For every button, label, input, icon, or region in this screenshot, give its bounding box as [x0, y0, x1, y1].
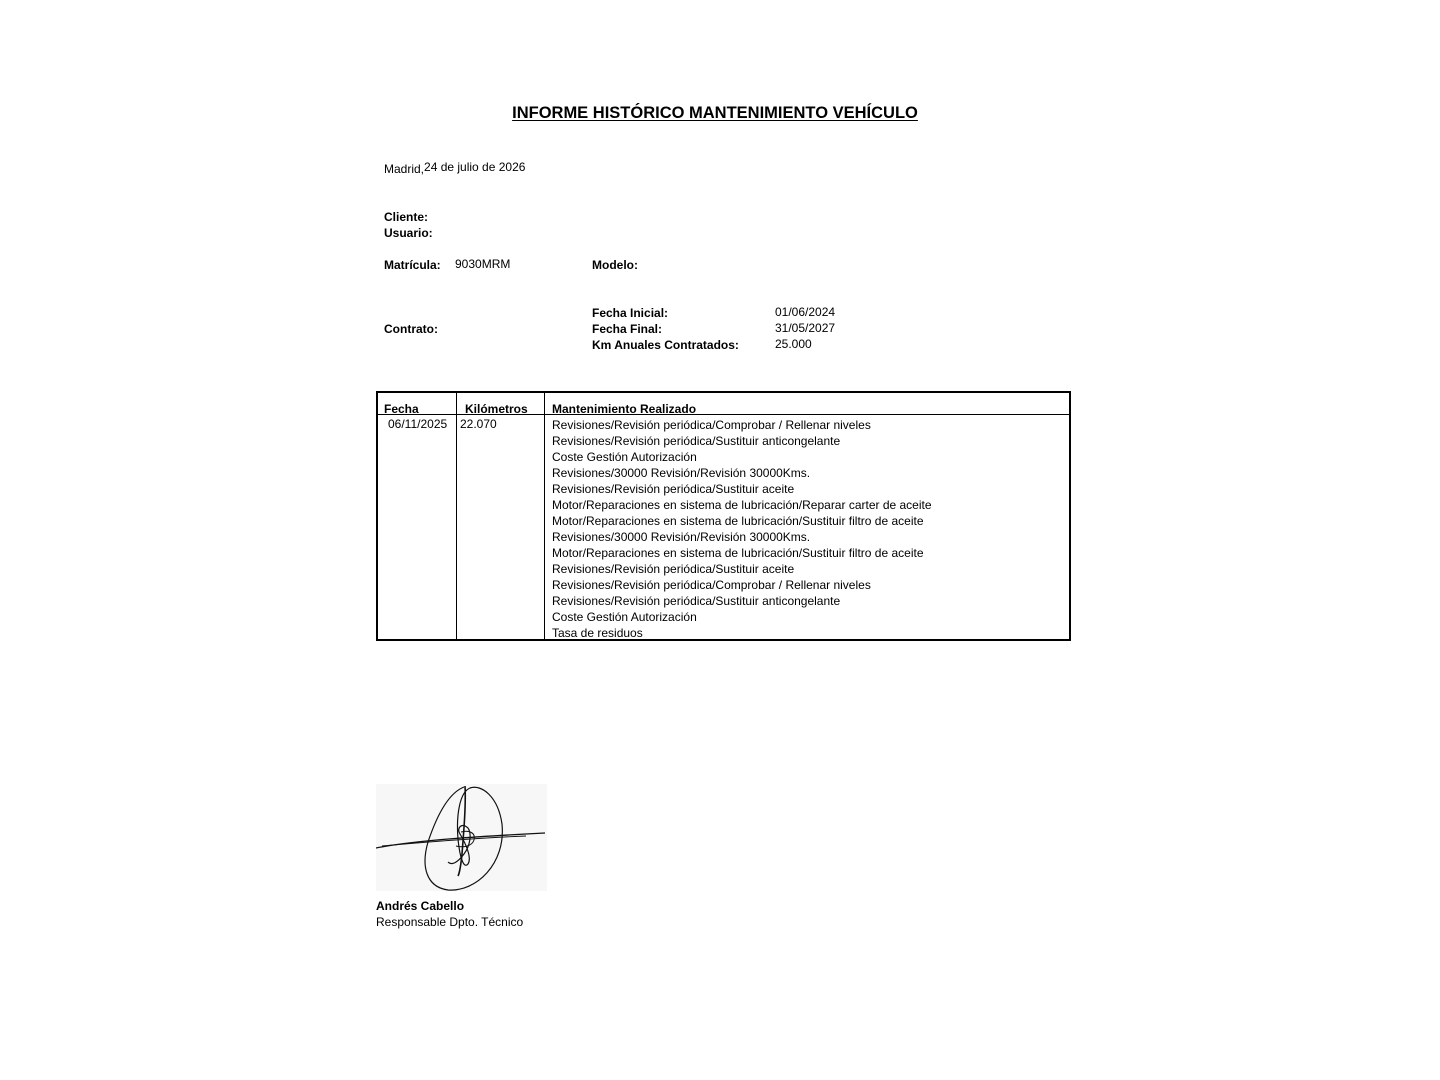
- maintenance-item: Revisiones/Revisión periódica/Sustituir aceite: [552, 562, 795, 576]
- maintenance-item: Revisiones/Revisión periódica/Comprobar / Rellenar niveles: [552, 578, 871, 592]
- report-place-date: [384, 162, 525, 176]
- usuario-label: Usuario:: [384, 226, 433, 240]
- column-divider: [456, 393, 457, 639]
- contrato-label: Contrato:: [384, 322, 438, 336]
- report-title: INFORME HISTÓRICO MANTENIMIENTO VEHÍCULO: [512, 104, 918, 122]
- maintenance-table: [376, 391, 1071, 641]
- header-kilometros: Kilómetros: [465, 402, 528, 416]
- maintenance-item: Revisiones/30000 Revisión/Revisión 30000Kms.: [552, 466, 811, 480]
- fecha-inicial-value: 01/06/2024: [775, 305, 836, 319]
- maintenance-item: Tasa de residuos: [552, 626, 643, 640]
- maintenance-item: Revisiones/Revisión periódica/Sustituir anticongelante: [552, 434, 841, 448]
- fecha-inicial-label: Fecha Inicial:: [592, 306, 669, 320]
- fecha-final-label: Fecha Final:: [592, 322, 663, 336]
- report-place: Madrid,: [384, 162, 425, 176]
- km-anuales-value: 25.000: [775, 337, 812, 351]
- row-fecha: 06/11/2025: [388, 417, 448, 431]
- modelo-label: Modelo:: [592, 258, 638, 272]
- maintenance-item: Revisiones/Revisión periódica/Comprobar / Rellenar niveles: [552, 418, 871, 432]
- maintenance-item: Motor/Reparaciones en sistema de lubricación/Reparar carter de aceite: [552, 498, 932, 512]
- column-divider: [544, 393, 545, 639]
- signatory-role: Responsable Dpto. Técnico: [376, 915, 524, 929]
- matricula-label: Matrícula:: [384, 258, 441, 272]
- maintenance-item: Coste Gestión Autorización: [552, 450, 697, 464]
- maintenance-item: Revisiones/Revisión periódica/Sustituir anticongelante: [552, 594, 841, 608]
- maintenance-item: Coste Gestión Autorización: [552, 610, 697, 624]
- fecha-final-value: 31/05/2027: [775, 321, 836, 335]
- km-anuales-label: Km Anuales Contratados:: [592, 338, 739, 352]
- header-mantenimiento: Mantenimiento Realizado: [552, 402, 697, 416]
- maintenance-item: Revisiones/Revisión periódica/Sustituir aceite: [552, 482, 795, 496]
- signature-stroke: [376, 784, 547, 891]
- matricula-value: 9030MRM: [455, 257, 511, 271]
- maintenance-items: [552, 417, 932, 641]
- maintenance-item: Motor/Reparaciones en sistema de lubricación/Sustituir filtro de aceite: [552, 514, 924, 528]
- maintenance-item: Revisiones/30000 Revisión/Revisión 30000Kms.: [552, 530, 811, 544]
- maintenance-item: Motor/Reparaciones en sistema de lubricación/Sustituir filtro de aceite: [552, 546, 924, 560]
- report-date: 24 de julio de 2026: [424, 160, 526, 174]
- signature-image: [376, 784, 547, 891]
- row-kilometros: 22.070: [460, 417, 497, 431]
- cliente-label: Cliente:: [384, 210, 429, 224]
- header-fecha: Fecha: [384, 402, 419, 416]
- signatory-name: Andrés Cabello: [376, 899, 465, 913]
